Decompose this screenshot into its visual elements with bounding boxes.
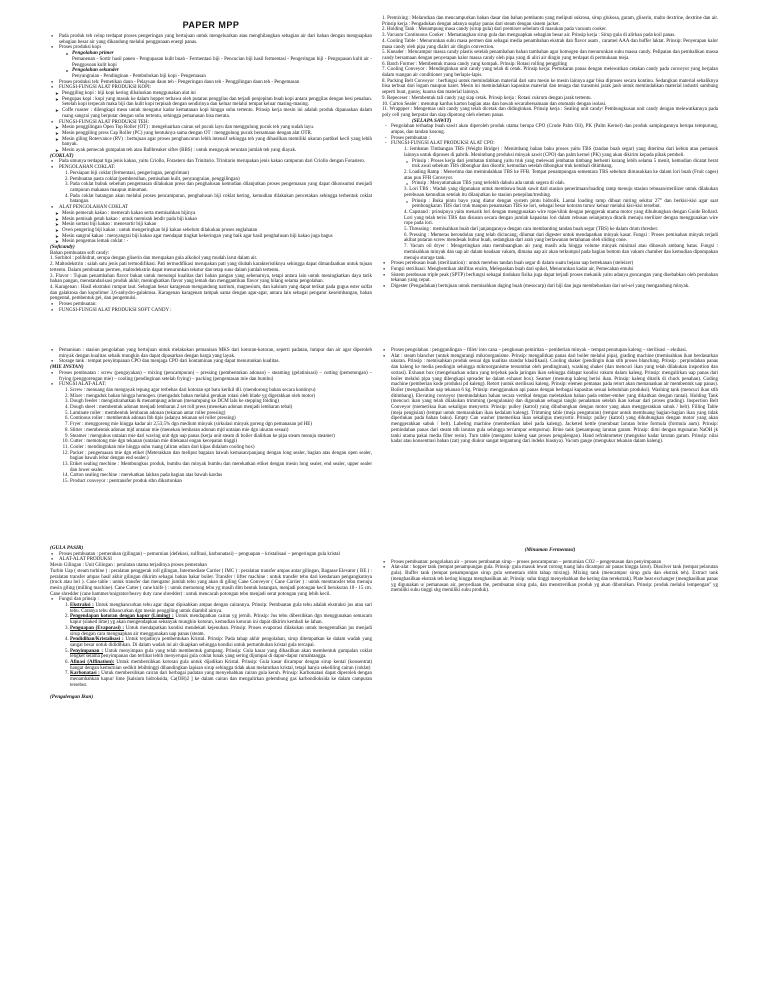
arrow-item: ➤ Mesin ayak pemecah gumpalan teh atau Ballbreaker sifter (BBS) : untuk mengayak teruntan jumlah teh yang diayak. <box>62 148 372 154</box>
text: 4. Karagenan : Hasil ekstraksi rumput laut. Sebagian besar karagenan mengandung natrium, magnesium, dan kalsium yang dapat terikat pada gugus ester sulfat dan galaktosa dan kopolimer 3,6-anhydro-galaktosa. Karagenan karagenan tampak sama dengan agar-agar, antara lain sebagai pengatur keseimbangan, bahan pengental, pembentuk gel, dan pengemulsi. <box>50 284 372 302</box>
item-text: Untuk mendapatkan kondisi mendekati kejenuhan. Prinsip: Proses evaporasi dilakukan untuk mengentalkan jus menjadi sirup dengan cara menguapkan air menggunakan uap panas (steam. <box>70 625 373 637</box>
bullet: ● Alat-alat : hopper tank (tempat penampungan gula. Prinsip: gula masuk lewat corong tuang lalu dicampur air panas hingga larut). Dissilver tank (tempat pelarutan gula). Buffer tank (tempat penampungan sirup gula sementara sblm tahap mixing). Mixing tank (mencampur sirup gula dan ekstrak teh). Extract tank (menghasilkan ekstrak teh kering hingga menghasilkan air. Prinsip: suhu tinggi menyebabkan the kering dan terekstrak). Plate heat exchanger (menghasilkan panas yg digunakan u/ pemanasan air, penyediaan the, pembuatan sirup gula, dan menstrerilkan produk yg akan dibotolkan. Prinsip: produk melalui lempengan" yg memiliki suhu tinggi shg memiliki suhu produk). <box>391 565 718 594</box>
bullet: ● Alat : steam blancher (untuk mengurangi mikroorganisme. Prinsip: mengalirkan panas dari boiler melalui pipa), grading machine (memisahkan ikan berdasarkan ukuran. Prinsip : memisahkan produk sesuai dgn kualitas standar klasifikasi). Cooling shaker (pendingin ikan stlh proses blanching. Prinsip : perpindahan panas dan kaleng ke media pendingin sehingga mikroorganisme tersumbat oleh pendinginan), washing shaker (dan mencuci ikan yang telah dilakukan insportion dan sortasi). Exhaust box (mengeluarkan udara yang terjebak pada jaringan ikan sehingga didapat kondisi vakum dalam kaleng. Prinsip: mengalirkan uap panas dari boiler melalui pipa yang dilengkapi spreader ke dalam exhaust box). Seamer (menutup kaleng berisi ikan. Prinsip: kaleng ditarik di chuck penahan). Coding machine (pemberian kode produksi pd kaleng). Retort (untuk sterilisasi kaleng. Prinsip: elemen pemanas pada retort akan memanaskan air membentuk uap panas). Boiler (menghasilkan uap tekanan 6 kg. Prinsip: menggunakan api panas dengan berbagai kapasitas sesuai kebutuhan produksi). Washing tank (mencuci ikan stlh ditimbang). Elevating conveyor (memindahkan bahan secara vertikal dengan meletakkan bahan pada ember-ember yang dikaitkan dengan rantai). Holding Tank (mencuci ikan yang telah dilakukan trimming (pengulanan) dan digunakan sebagai tangki penalaman setelah ikan keluar dari proses grading). Inspection Belt Conveyor (memeriksa ikan sekaligus menyortir. Prinsip: pulley (katrol) yang dihubungkan dengan motor yang akan menggerakkan sabuk / belt). Filling Table (meja pengisian) (tempat untuk memasukkan ikan kedalam kaleng). Trimming table (meja pengaturan) (tempat untuk membuang bagian-bagian ikan yang tidak diperlukan pada bahan baku). Empty Can washer (memeriksa ikan sekaligus menyortir. Prinsip: pulley (katrol) yang dihubungkan dengan motor yang akan menggerakkan sabuk / belt). Labeling machine (memberikan label pada kaleng). Jacketed kettle (membuat larutan brine formula (formula aum). Prinsip: pemindahan panas dari steam tdh larutan gula sehingga tercampur sempurna). Brine tank (penampung larutan garam. Prinsip: dimi dengan mgunaran NaOH jk tanki utama pakai media filter resin). Turn table (mengatur kaleng saat proses pengalengan). Hand refraktometer (mengukur kadar larutan garam. Prinsip: nilai kadar atau konsentrasi bahan (zat) yang diukur sangat tergantung dari indeks biasnya). Vacum gauge (mengukur tekanan dalam kaleng). <box>391 354 718 445</box>
page-title: PAPER MPP <box>182 20 240 30</box>
section-heading: (SELAPA SAWIT) <box>412 117 452 124</box>
text: 2. Maltodekstrin : salah satu jenis pati termodifikasi. Pati termodifikasi merupakan pati yang diubah karakteristiknya sehingga dapat dimanfaatkan untuk tujuan tertentu. Dalam pembuatan permen, maltodekstrin dapat menurunkan tekstur dan tetap suus dalam jumlah tertentu. <box>50 262 372 273</box>
bullet: ● ALAT PENGOLAHAN COKLAT <box>59 205 372 211</box>
sub-item: o Prinsip : Proses kerja dari jembatan timbang yaitu truk yang melewati jembatan timbang berhenti kurang lebih selama 5 menit, kemudian dicatat berat truk awal sebelum TBS dibongkar dan disortir, kemudian setelah dibongkar truk kembali ditimbang. <box>412 159 718 170</box>
numbered-item: 5. Threasing : memisahkan buah dari janjangannya dengan cara membanting tandan buah segar (TBS) ke dalam drum thresher. <box>404 227 659 233</box>
bullet: ● Digester (Pengadukan) bertujuan untuk memisahkan daging buah (mesocarp) dari biji dan juga membebaskan dari sel-sel yang mengandung minyak. <box>391 284 718 290</box>
text: 4. Cooling Table : Menurunkan suhu masa permen dan sebagai media penambahan ekstrak dan flavor asam , caramel AAA dan buffer laktat. Prinsip: Penyerapan kalor masa candy oleh pipa yang dialiri air dingin convection. <box>382 38 718 50</box>
numbered-item: 1. Screw : menuang dan mengayak tepung agar terbebas dari kotoran spt batu kerikil dll. (mendorong bahan secara kontinyu) <box>70 388 372 394</box>
dash-item: - Proses pembuatan : <box>391 136 718 142</box>
bullet: ● Proses produksi teh: Pemetikan daun - Pelayuan daun teh - Pengeringan daun teh - Penggilingan daun teh - Pengemasan <box>59 80 372 86</box>
arrow-item: ➤ Mesin giling Rotervance (RV) : bertujuan agar proses penghancuran lebih intensif sehingga teh yang dihasilkan memiliki ukuran partikel kecil yang lebih banyak. <box>62 137 372 148</box>
bullet: ● Pada produk teh celup terdapat proses pengeringan yang bertujuan untuk mengeluarkan atau menghilangkan sebagian air dari bahan dengan menguapkan sebagian besar air yang dikandung melalui penggunaan energi panas. <box>59 34 372 45</box>
item-label: Karbonatasi : <box>70 671 100 677</box>
bullet: ● Pemanisan : stasiun pengolahan yang bertujuan untuk melakukan pemanisan MKS dari kotoran-kotoran, seperti padatan, lumpur dan air agar diperoleh minyak dengan kualitas sebaik mungkin dan dapat dipasarkan dengan harga yang layak. <box>59 348 372 359</box>
column-left-bottom <box>50 546 372 700</box>
numbered-item: 10. Cutter : memotong mie dgn tekanan (untaian mie ditekanal engan kecepatan tinggi) <box>70 439 372 445</box>
section-heading: (COKLAT) <box>50 152 74 159</box>
numbered-item: 6. Pressing : Memeras berondolan yang telah dicincang, dilumat dari digester untuk mendapatkan minyak kasar. Fungsi : Proses pemisahan minyak terjadi akibat putaran screw mendesak bubur buah, sedangkan dari arah yang berlawanan tertahanan oleh sliding cone. <box>404 232 718 244</box>
text: 5. Kneader : Mencampur massa candy plastis setelah penambahan bahan tambahan agar homogen dan menurunkan suhu massa candy. Pelipatan dan pembalikan massa candy bersamaan dengan penyerapan kalor massa candy oleh pipa yang di aliri air dingin yang terdapat di permukaan meja. <box>382 50 718 61</box>
item-label: Penyimpanan : <box>70 648 104 654</box>
numbered-item: 3. Pada coklat bubuk sebelum pengemasan dilakukan press dan penghalusan kemudian dilanjutkan proses pengemasan yang dapat dikonsumsi menjadi campuran makanan maupun minuman. <box>70 182 372 193</box>
numbered-item: 2. Mixer : mengaduk bahan hingga homogen. (mengaduk bahan melalui gerakan rotasi oleh blade yg digerakkan oleh motor) <box>70 394 372 400</box>
numbered-item <box>70 660 372 671</box>
bullet: ● Fungsi sterilisasi: Menghentikan aktifitas enzim, Melepaskan buah dari spikel, Menurunkan kadar air, Pemecahan emulsi <box>391 267 718 273</box>
item-label: Ekstraksi : <box>70 603 94 609</box>
text: Bahan pembuatan soft candy: <box>50 250 110 256</box>
numbered-item: 2. Pembuatan pasta coklat (pembersihan, pemisahan kulit, penyangraian, penggilingan) <box>70 177 372 183</box>
bullet: ● Proses perebusan buah (sterilization) : untuk merebus tandan buah segar di dalam suatu bejana uap bertekanan (steleizer) <box>391 261 718 267</box>
bullet: ● FUNGSI-FUNGSI ALAT PRODUKSI TEH: <box>59 120 372 126</box>
column-right-bottom <box>382 548 718 594</box>
text: 2. Holding Tank : Menampung masa candy (sirup gula) dari premixer sebelum di masukan pada vacuum cooker. <box>382 27 607 33</box>
bullet: ● Pada umunya terdapat tiga jenis kakao, yaitu Criollo, Forastero dan Trinitario. Trinitario merupakan jenis kakao campuran dari Criollo dengan Forastero. <box>59 159 372 165</box>
arrow-item: ➤ Oven pengering biji kakao : untuk mengeringkan biji kakao sebelum dilakukan proses englahatan <box>62 228 372 234</box>
bullet: ● Proses pembuatan : pemerahan (gilingan) – pemurnian (defekasi, sulfitasi, karbonatasi) – penguapan – kristalisasi – pengeringan gula kristal <box>59 552 372 558</box>
numbered-item <box>70 649 372 660</box>
numbered-item: 3. Lori TBS : Wadah yang digunakan untuk membawa buah sawit dari stasiun penerimaan/loading ramp menuju stasiun rebusan/sterilizer untuk dilakukan perebusan kemudian setelah itu dilanjutkan ke stasiun penepilan/treshing. <box>404 187 718 198</box>
item-text: Untuk menghancurkan tebu agar dapat dipisahkan ampas dengan cairannya. Prinsip: Pembuatan gula tebu adalah ekstraksi jus atau sari tebu. Caranya tebu dihancurkan dgn mesin penggiling untuk diambil airnya. <box>70 603 372 614</box>
numbered-item: 5. Laminate roller : membentuk lembaran adonan (tekanan antar roller pressing) <box>70 411 372 417</box>
item-text: Untuk membersihkan cairan dari berbagai padatan yang menyebabkan cairan gula keruh. Prinsip: Karbonatasi dapat diperoleh dengan menambahkan kapur/ lime [kalsium hidroksida, Ca(OH)2 ] ke dalam cairan dan mengalirkan gelembung gas karbondioksida ke dalam campuran tersebut. <box>70 671 372 688</box>
numbered-item <box>70 637 372 648</box>
numbered-item: 2. Loading Ramp : Menerima dan memindahkan TBS ke FFB. Tempat penampungan sementara TBS sebelum dimasukkan ke dalam lori buah (Fruit cages) atau pun FFB Conveyor. <box>404 169 718 181</box>
item-text: Untuk mendapatkan cairan yg jernih. Prinsip: Jus tebu dibersihkan dgn menggunakan semacam kapur (slaked lime) yg akan mengendapkan sebanyak mungkin kotoran, kemudian kotoran ini dapat dikirim kembali ke lahan. <box>70 614 372 626</box>
text: 1. Premixing : Melarutkan dan mencampurkan bahan dasar dan bahan pembantu yang meliputi sukrosa, sirup glukosa, garam, gliserin, malto dextrine, dextrine dan air. Prinsip kerja : Pengadukan dengan adanya suplay panas dari steam dengan sistem jacket. <box>382 16 718 27</box>
arrow-item: ➤ Coffe roaster : dilengkapi mesu untuk mengatur kadar kematanan kopi hingga suhu tertentu. Prinsip kerja mesin ini adalah produk dipanaskan dalam ruang sangrai yang berputar dengan suhu tertentu, sehingga pemanasan bisa merata. <box>62 108 372 119</box>
numbered-item: 6. Continous roller : membentuk adonan lbh tipis (adanya tekanan sel roller pressing) <box>70 416 372 422</box>
text: 8. Packing Belt Conveyor : berfungsi untuk memindahkan material dari satu mesin ke mesin lainnya agar bisa diproses secara kontinu. Sedangkan material sebaliknya bisa terbuat dari logam maupun karet. Mesin ini memindahkan kapasitas material dan tenaga dan transmisi jarak jauh untuk memindahkan material industri sambung seperti buut, gunny, kuarsa dan material lainnya. <box>382 78 718 96</box>
numbered-item: 4. Dough sheet : membentuk adonan menjadi lembaran 2 set roll press (menekan adonan menjadi lembaran tebal) <box>70 405 372 411</box>
text: 9. Repeceser : Membentuk tali candy yag siap cetak. Prinsip kerja : Rotasi cukrum dengan jarak tertentu. <box>382 95 592 101</box>
column-right-middle <box>382 348 718 445</box>
bullet: ● Proses pembuatan: pengolahan air – proses pembuatan sirup – proses pencampuran – pemurnian CO2 – pengemasan dan penyimpanan <box>391 560 718 566</box>
arrow-item: ➤ Mesin pengemas lemak coklat : - <box>62 239 372 245</box>
item-label: Pendidihan/Kristalisasi : <box>70 637 124 643</box>
item-label: Pengendapan kotoran dengan kapur (Liming) : <box>70 614 174 620</box>
numbered-item: 1. Jembatan Timbangan TBS (Weight Bridge) : Menimbang bahan baku proses yaitu TBS (tandan buah segar) yang diterima dari kebun atau pemasok lainnya untuk diproses di pabrik. Menimbang produksi minyak sawit (CPO) dan palm kernel (PK) yang akan dikirim kepada pihak pembeli. <box>404 147 718 158</box>
bullet: ● Storage tank : tempat penyimpanan CPO dan menjaga CPO dari kontaminan yang dapat menurunkan kualitas. <box>59 359 372 365</box>
numbered-item <box>70 603 372 614</box>
text: 6. Batch Former : Membentuk massa candy yang kompak. Prinsip: Rotasi rolling penggiling <box>382 61 567 67</box>
section-heading: (Pengalengan Ikan) <box>50 693 94 700</box>
section-heading: (Minuman Fermentasi) <box>524 547 576 553</box>
item-label: Penguapan (Evaporasi) : <box>70 625 125 631</box>
column-left-top <box>50 34 372 313</box>
numbered-item: 9. Steamer : mengukus untaian mie dari waving unit dgn uap panas (kerja unit steam di boiler dialirkan ke pipa steam menuju steamer) <box>70 434 372 440</box>
bullet: ● Proses pengolahan : penggunlingan – fillet/ into cana – pengkusan pemiritan – pemberian minyak – tempat penutupan kaleng – sterilisasi – ekuhasi. <box>391 348 718 354</box>
arrow-item: ➤ Pengupas kopi : kopi yang masuk ke dalam hopper terbawa oleh putaran penggilas dan terjadi penjepitan buah kopi antara penggilas dengan besi penahan. Setelah kopi terpecah maka biji dan kulit kopi terpisah dengan sendirinya dan keluar melalui tempat keluar masing-masing. <box>62 97 372 108</box>
numbered-item <box>70 626 372 637</box>
bullet: ● PENGOLAHAN COKLAT: <box>59 165 372 171</box>
bullet: ● Fungsi dan prinsip : <box>59 597 372 603</box>
numbered-item: 7. Fryer : menggoreng mie hingga kadar air 2,53,5% dgn medium minyak (sirkulasi minyak goreng dgn pemanasan pd HE) <box>70 422 372 428</box>
arrow-item: ➤ Mesin penggilingan Open Top Roller (OT) : mengeluarkan cairan sel pucuk layu dan menggulung pucuk teh yang sudah layu. <box>62 125 372 131</box>
numbered-item: 14. Carton sealing mechine : merekatkan lakban pada bagian atas bawah kardus <box>70 473 372 479</box>
numbered-item: 4. Capstand : prinsipnya yaitu menarik lori dengan menggunakan wire rope/slink dengan penggerak utama motor yang dihubungkan dengan Guide Bollard. Lori yang telah terisi TBS dan disusun secara dengan jumlah kapasitas lori dalam rebusan selanjutnya ditarik menuju sterilizer dengan menggunakan wire rope pada lori. <box>404 209 718 227</box>
bullet: ● FUNGSI-FUNGSI ALAT PRODUKSI SOFT CANDY : <box>59 308 372 314</box>
text: 10. Carton Sealer : menutup kardus karton bagian atas dan bawah secarabersamaan dan otomatis dengan isolasi. <box>382 101 607 107</box>
bullet: ● Proses pembuatan : screw (pengayakan) – mixing (pencampuran) – pressing (pembentukan adonan) – steaming (gelatinisasi) – cutting (pemotongan) – frying (penggorengan mie) – cooling (pendinginan setelah frying) – packing (pengemasan mie dan bumbu) <box>59 371 372 382</box>
section-heading: (MIE INSTAN) <box>50 364 84 371</box>
numbered-item: 7. Vacum oil dryer : Mengeringkan atau membuangkan air yang masih ada hingga volume minyak minimal atau dibawah ambang batas. Fungsi : memisahkan minyak dan uap air dalam keadaan vakum, dimana uap air akan terkumpul pada bagian bottom dan vakum chamber dan kemudian dipompakan menuju storage tank. <box>404 244 718 261</box>
numbered-item: 3. Dough feeder : mengistirahatkan & menampung adonan (menampung ke DCM lalu ke stepping folding) <box>70 399 372 405</box>
numbered-item: 11. Cooler : mendinginkan mie hingga suhu ruang (aliran udara dari kipas didalam cooling box) <box>70 445 372 451</box>
text: Penyangraian - Pendinginan - Pembubukan biji kopi - Pengemasan <box>72 73 206 79</box>
dash-item: - FUNGSI-FUNGSI ALAT PRODUKSI ALAT CPO: <box>391 141 718 147</box>
bullet: ● Sistem perebusan triple peak (SPTP) berfungsi sebagai tindakan fisika juga dapat terjadi proses mekanik yaitu adanya goncangan yang disebabkan oleh perubahan tekanan yang cepat. <box>391 273 718 284</box>
arrow-item: ➤ Mesin sortasi biji kakao : menesortir biji kakao <box>62 222 372 228</box>
arrow-item: ➤ Mesin sangrai kakao : menyangrai biji kakao agar mendapat tingkat kekeringan yang baik agar hasil penghalusan biji kakao juga bagus <box>62 234 372 240</box>
bullet: ● FUNGSI ALAT-ALAT: <box>59 382 372 388</box>
item-text: Untuk menyimpan gula yang telah membentuk gumpang. Prinsip: Gula kasar yang dihasilkan akan membentuk gumpalan coklat lengket selama penyimpanan dan terlihat lebih menyerupai gula coklat lunak yang sering dijumpai di dapur-dapur rumahtangga. <box>70 648 372 660</box>
text: Pemanenan - Sortir hasil panen - Pengupasan kulit buah - Fermentasi biji - Pencucian biji hasil fermentasi - Pengeringan biji - Pengupasan kulit air - Penggosoan kulit kopi <box>72 56 372 68</box>
item-label: Afinasi (Affination): <box>70 660 115 666</box>
numbered-item: 8. Slitter : membentuk adonan mjd untaian mie (menekan lembaran adonan mjd untaian mie dgn ukuran sesuai) <box>70 428 372 434</box>
numbered-item: 13. Etiket sealing mechine : Membungkus produk, bumbu dan minyak bumbu dan merekatkan etiket dengan mesin long sealer, end sealer, upper sealer dan lower sealer. <box>70 462 372 473</box>
column-left-middle <box>50 348 372 485</box>
text: Mesin Gilingan : Unit Gilingan : peralatan utama terjadinya proses pemerahan <box>50 563 207 569</box>
sub-item: o Prinsip : Buka pintu bayo yang diatur dengan system pintu hidrolik. Lantai loading ramp dibuat miring sekitar 27° dan berkisi-kisi agar saat pembongkaran TBS dari truk maupun penamakan TBS ke lori, sebagai besar kotoran turun/ keluar melalui kisi-kisi tersebut. <box>412 199 718 210</box>
item-text: Untuk membersihkan kotoran gula untuk dijadikan Kristal. Prinsip: Gula kasar dicampur dengan sirup kental (konsentrat) hangat dengan kemurnian sedikit lebihtinggi dibandingkan lapisan sirup sehingga tidak akan melarutkan kristal, tetapi hanya sekeliling cairan (coklat) <box>70 660 372 671</box>
dash-item: - Pengolahan terhadap buah sawit akan diperoleh produk utama berupa CPO (Crude Palm Oil), PK (Palm Kernel) dan produk sampingannya berupa tempurung, ampas, dan tandan kosong. <box>391 124 718 135</box>
arrow-item: ➤ Mesin pemisah getah kakao : untuk memisah lendir pada biji kakao <box>62 217 372 223</box>
column-right-top <box>382 16 718 290</box>
arrow-item: ➤ Penggiling kopi : biji kopi kering dihaluskan menggunakan alat ini <box>62 91 372 97</box>
numbered-item: 4. Pada coklat batangan akan melalui proses pencampuran, penghalusan biji coklat kering, kemudian dilakukan pencetakan sehingga terbentuk coklat batangan. <box>70 194 372 205</box>
numbered-item: 1. Persiapan biji coklat (fermentasi, pengeringan, pengiriman) <box>70 171 372 177</box>
bullet: ● Proses produksi kopi <box>59 45 372 51</box>
numbered-item <box>70 614 372 625</box>
text: 11. Wrappper : Mengemas unit candy yang telah dicetak dan didinginkan. Prinsip kerja : Sealing unit candy/ Pembungkusan unit candy dengan melewatkannya pada poly cell yang berputar dan siap dipotong oleh elemen panas. <box>382 107 718 118</box>
bullet: ● FUNGSI-FUNGSI ALAT PRODUKSI KOPI: <box>59 85 372 91</box>
text: 7. Cooling Conveyor : Mendinginkan unit candy yang telah di cetak. Prinsip kerja: Pertukaran panas dengan melewatkan cetakan candy pada conveyor yang berjalan dalam ruangan air conditioner yang berlapis-lapis. <box>382 67 718 79</box>
section-heading: (Softcandy) <box>50 244 75 251</box>
sub-item: o Prinsip : Menyatumakan TBS yang terlebih dahulu ada untuk segera di olah. <box>412 181 718 187</box>
text: 1. Sorbitol : polihidrat, serupa dengan gliserin dan merupakan gula alkohol yang mudah larut dalam air. <box>50 256 258 262</box>
numbered-item: 15. Product conveyor : pentransfer produk sthn dikartonkan <box>70 479 372 485</box>
numbered-item: 12. Packer : pengemasan mie dgn etiket (Meterakkan dan meliput bagaian bawah kemasan/panjang dengan long sealer, bagian atas dengan open sealer, bagian bawah lebar dengan end sealer.) <box>70 451 372 462</box>
text: 3. Vacuum Continuous Cooker : Mematangkan sirup gula dan menguapkan sebagian besar air. Prinsip kerja : Sirup gula di alirkan pada koil panas. <box>382 33 676 39</box>
bullet: ● ALAT-ALAT PRODUKSI <box>59 557 372 563</box>
section-heading: (GULA PASIR) <box>50 545 84 551</box>
numbered-item <box>70 671 372 688</box>
sub-heading: o Pengolahan sekunder <box>72 68 372 74</box>
arrow-item: ➤ Mesin pemecah kakao : memecah kakao serta memisahkan bijinya <box>62 211 372 217</box>
text: Turbin Uap ( steam turbine ) : peralatan penggerak roll gilingan, Intermediate Carrier ( IMC ) : peralatan transfer ampas antar gilingan, Bagasse Elevator ( BE ) : peralatan transfer ampas hasil akhir gilingan dikirim sebagai bahan bakar boiler. Transfer / lifter machine : untuk transfer tebu dari kendaraan pengangkutnya (truck atau lori ). Cane table : untuk transfer dan mengatur jumlah tebu yang akan di giling Cane Conveyor ( Cane Carrier ) : untuk mentransfer tebu menuju mesin giling (milling machine). Cane Cutter ( cane knife ) : untuk memotong tebu yg masih dlm bentuk batangan, menjadi potongan kecil berukuran 10 - 15 cm. Cane shredder (cane hammer/unigrator/heavy duty cane shredder) : untuk mencacah potongan tebu menjadi serat potongan yang lebih kecil. <box>50 568 372 597</box>
sub-heading: o Pengolahan primer <box>72 51 372 57</box>
bullet: ● Proses pembuatan: <box>59 302 372 308</box>
text: 3. Flavor : Tujuan penambahan flavor bukan untuk menutupi kualitas dari bahan pangan yang sebenarnya, tetapi antara lain untuk meningkatkan daya tarik bahan pangan, menstandarisasi produk akhir, meningkatkan flavor yang lemah dan menggantikan flavor yang hilang selama pengolahan. <box>50 273 372 285</box>
item-text: Untuk terjadinya pembentukan Kristal. Prinsip: Pada tahap akhir pengolahan, sirup ditempatkan ke dalam wadah yang sangat besar untuk dididihkan. Di dalam wadah ini air diuapkan sehingga kondisi untuk pertumbuhan kristal gula tercapai. <box>70 637 372 648</box>
arrow-item: ➤ Mesin penggiling press Cap Roller (PC) yang bentuknya sama dengan OT : menggulung pucuk bersamaan dengan alat OTR. <box>62 131 372 137</box>
